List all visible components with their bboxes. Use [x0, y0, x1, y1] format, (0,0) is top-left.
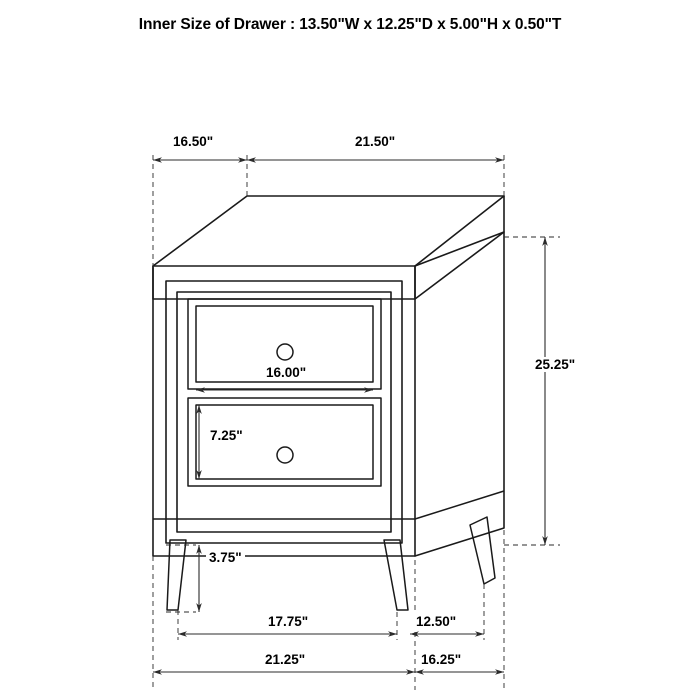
dimension-label-height-right: 25.25"	[532, 357, 578, 372]
dimension-label-drawer-width: 16.00"	[263, 365, 309, 380]
cabinet-body	[153, 196, 504, 556]
drawer-upper-knob-icon	[277, 344, 293, 360]
dimension-label-leg-height: 3.75"	[206, 550, 245, 565]
dimension-label-overall-depth: 16.25"	[418, 652, 464, 667]
dimension-label-width-top: 21.50"	[352, 134, 398, 149]
dimension-arrows	[153, 160, 545, 672]
page-title: Inner Size of Drawer : 13.50"W x 12.25"D x 5.00"H x 0.50"T	[138, 16, 562, 33]
dimension-label-overall-width: 21.25"	[262, 652, 308, 667]
dimension-label-drawer-height: 7.25"	[207, 428, 246, 443]
drawer-lower-knob-icon	[277, 447, 293, 463]
dimension-label-base-side-depth: 12.50"	[413, 614, 459, 629]
dimension-label-depth-top: 16.50"	[170, 134, 216, 149]
dimension-label-base-front-width: 17.75"	[265, 614, 311, 629]
